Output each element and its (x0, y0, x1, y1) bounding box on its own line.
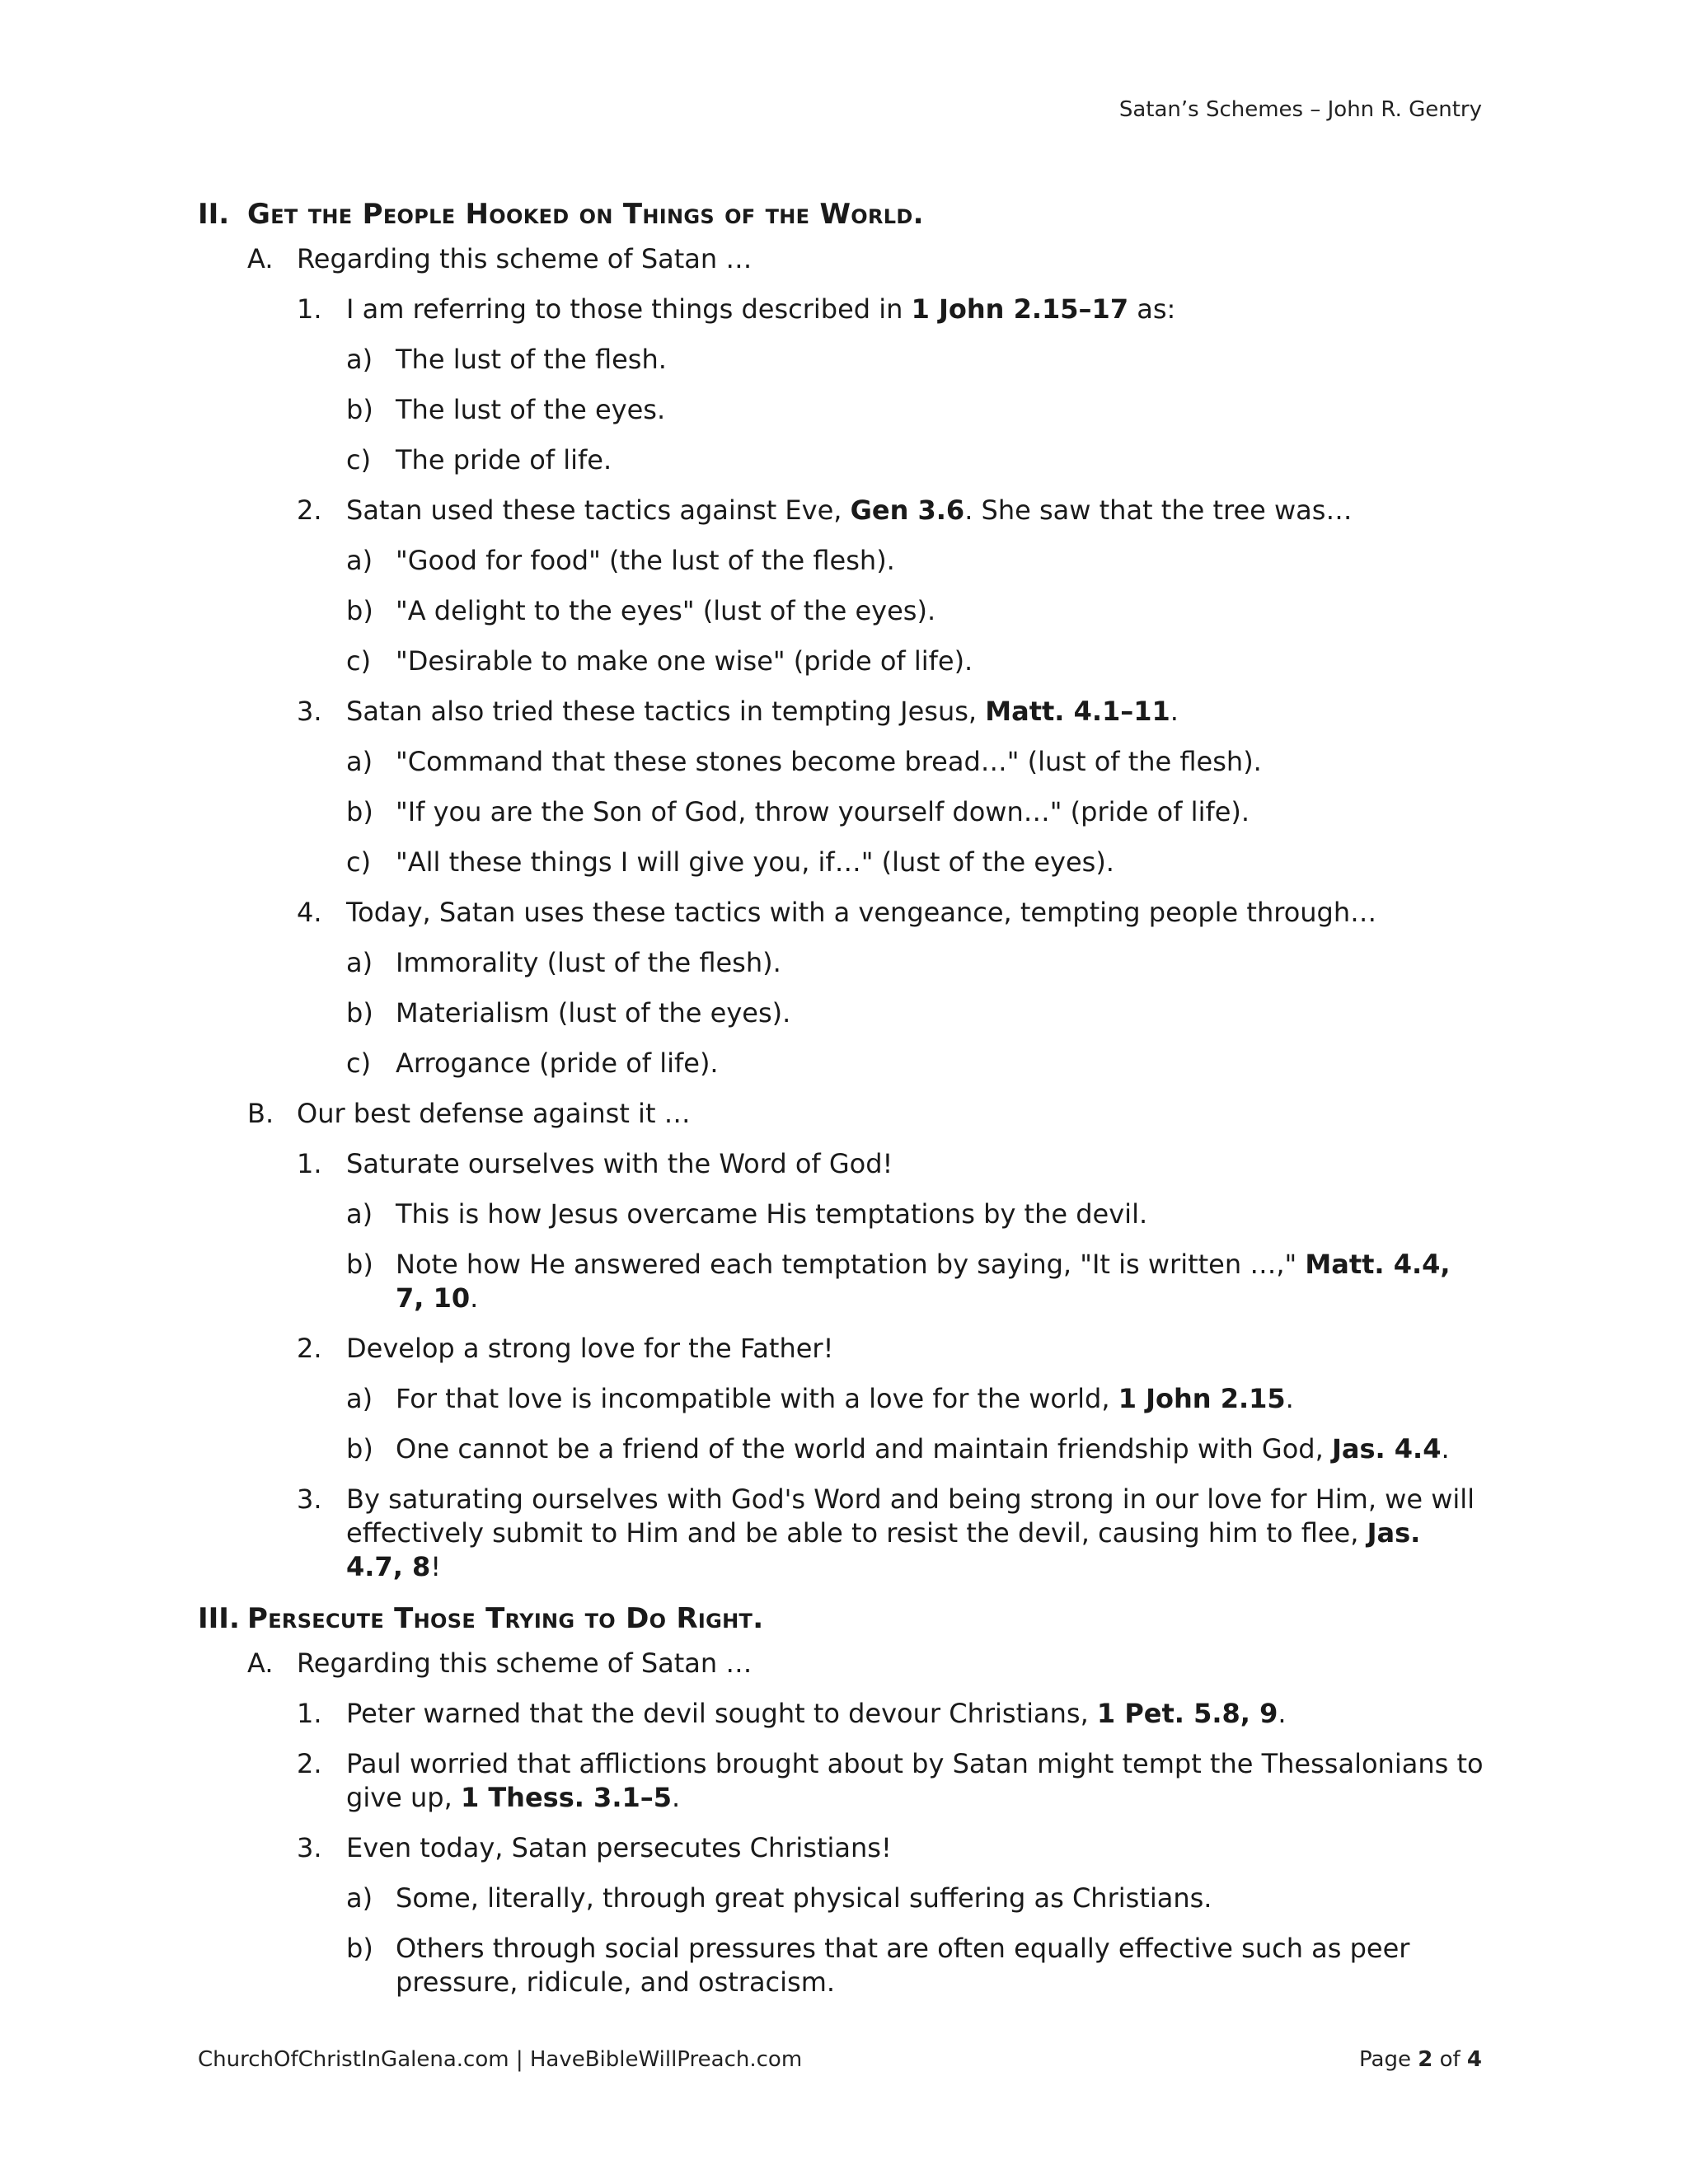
outline-item-level3 (198, 1882, 1484, 1915)
outline-text (297, 1647, 1484, 1680)
outline-item-level2 (198, 293, 1484, 326)
outline-text (346, 1483, 1484, 1584)
footer-sites: ChurchOfChristInGalena.com | HaveBibleWillPreach.com (198, 2047, 803, 2072)
section-number: III. (198, 1602, 240, 1635)
text-run: Note how He answered each temptation by saying, "It is written …," (396, 1249, 1306, 1280)
outline-text (396, 1882, 1484, 1915)
text-run: Materialism (lust of the eyes). (396, 997, 791, 1029)
section-heading (198, 198, 1484, 231)
text-run: This is how Jesus overcame His temptations by the devil. (396, 1198, 1148, 1230)
outline-item-level3 (198, 745, 1484, 779)
outline-marker: b) (346, 1933, 373, 1964)
outline-marker: b) (346, 997, 373, 1029)
outline-marker: c) (346, 1047, 372, 1079)
outline-text (396, 1197, 1484, 1231)
outline-text (396, 1932, 1484, 1999)
text-run: Peter warned that the devil sought to devour Christians, (346, 1698, 1097, 1729)
outline-text (396, 1248, 1484, 1315)
outline-item-level2 (198, 1831, 1484, 1865)
outline-text (346, 1831, 1484, 1865)
text-run: Paul worried that afflictions brought about by Satan might tempt the Thessalonians to give up, (346, 1748, 1484, 1813)
outline-marker: B. (247, 1098, 274, 1129)
section-heading (198, 1602, 1484, 1635)
outline-text (346, 293, 1484, 326)
text-run: "All these things I will give you, if…" (lust of the eyes). (396, 846, 1114, 878)
outline-item-level3 (198, 343, 1484, 377)
outline-text (346, 695, 1484, 729)
text-run: . (1441, 1433, 1450, 1465)
section-number: II. (198, 198, 230, 231)
outline-text (396, 745, 1484, 779)
outline-item-level3 (198, 544, 1484, 578)
outline-item-level3 (198, 1932, 1484, 1999)
text-run: One cannot be a friend of the world and maintain friendship with God, (396, 1433, 1332, 1465)
outline-text (396, 343, 1484, 377)
text-run: The lust of the eyes. (396, 394, 666, 425)
scripture-reference: 1 Thess. 3.1–5 (460, 1782, 672, 1813)
outline-text (396, 846, 1484, 879)
outline-item-level2 (198, 1147, 1484, 1181)
text-run: Regarding this scheme of Satan … (297, 1647, 753, 1679)
scripture-reference: Jas. 4.7, 8 (346, 1517, 1421, 1582)
text-run: Regarding this scheme of Satan … (297, 243, 753, 274)
outline-text (346, 1697, 1484, 1731)
outline-text (396, 946, 1484, 980)
outline-section (198, 198, 1484, 1584)
text-run: For that love is incompatible with a love for the world, (396, 1383, 1118, 1414)
outline-text (346, 494, 1484, 527)
outline-text (396, 644, 1484, 678)
outline-marker: b) (346, 796, 373, 827)
text-run: "Desirable to make one wise" (pride of life). (396, 645, 973, 677)
outline-marker: b) (346, 595, 373, 626)
outline-item-level2 (198, 1697, 1484, 1731)
outline-text (396, 393, 1484, 427)
outline-item-level3 (198, 393, 1484, 427)
outline-item-level3 (198, 443, 1484, 477)
outline-marker: a) (346, 1383, 373, 1414)
text-run: Some, literally, through great physical suffering as Christians. (396, 1882, 1212, 1914)
outline-text (396, 1432, 1484, 1466)
outline-item-level1 (198, 1097, 1484, 1131)
outline-item-level2 (198, 1332, 1484, 1366)
scripture-reference: 1 Pet. 5.8, 9 (1096, 1698, 1278, 1729)
outline-text (396, 594, 1484, 628)
outline-item-level2 (198, 896, 1484, 930)
text-run: . (470, 1282, 479, 1314)
footer-page-number (1359, 2047, 1482, 2072)
outline-marker: 3. (297, 696, 322, 727)
outline-marker: a) (346, 1882, 373, 1914)
outline-text (297, 1097, 1484, 1131)
outline-marker: A. (247, 243, 274, 274)
outline-text (346, 1147, 1484, 1181)
outline-item-level2 (198, 695, 1484, 729)
outline-marker: 2. (297, 1748, 322, 1779)
text-run: The lust of the flesh. (396, 344, 667, 375)
outline-text (346, 1747, 1484, 1815)
scripture-reference: 1 John 2.15 (1118, 1383, 1286, 1414)
outline-marker: b) (346, 394, 373, 425)
outline-item-level3 (198, 1248, 1484, 1315)
outline-item-level2 (198, 1747, 1484, 1815)
text-run: . She saw that the tree was… (964, 494, 1353, 526)
page-current: 2 (1418, 2047, 1433, 2072)
outline-item-level3 (198, 1382, 1484, 1416)
scripture-reference: Jas. 4.4 (1331, 1433, 1442, 1465)
outline-text (396, 443, 1484, 477)
outline-item-level3 (198, 594, 1484, 628)
outline-item-level1 (198, 242, 1484, 276)
outline-marker: 3. (297, 1832, 322, 1863)
text-run: ! (430, 1551, 442, 1582)
page-word: Page (1359, 2047, 1411, 2072)
outline-section (198, 1602, 1484, 1999)
text-run: as: (1128, 293, 1176, 325)
outline-text (396, 544, 1484, 578)
outline-text (297, 242, 1484, 276)
outline-marker: 1. (297, 1148, 322, 1179)
outline-marker: a) (346, 746, 373, 777)
text-run: Develop a strong love for the Father! (346, 1333, 834, 1364)
outline-text (396, 1047, 1484, 1080)
text-run: Immorality (lust of the flesh). (396, 947, 781, 978)
page-total: 4 (1466, 2047, 1482, 2072)
text-run: "If you are the Son of God, throw yourself down…" (pride of life). (396, 796, 1250, 827)
outline-item-level3 (198, 1432, 1484, 1466)
outline-item-level3 (198, 1197, 1484, 1231)
outline-text (396, 795, 1484, 829)
running-header: Satan’s Schemes – John R. Gentry (1118, 97, 1482, 122)
text-run: "A delight to the eyes" (lust of the eyes). (396, 595, 936, 626)
outline-text (346, 1332, 1484, 1366)
outline-text (396, 1382, 1484, 1416)
outline-item-level2 (198, 1483, 1484, 1584)
outline-item-level2 (198, 494, 1484, 527)
outline-marker: 2. (297, 1333, 322, 1364)
text-run: Others through social pressures that are often equally effective such as peer pressure, ridicule, and ostracism. (396, 1933, 1410, 1998)
outline-item-level3 (198, 946, 1484, 980)
text-run: Arrogance (pride of life). (396, 1047, 719, 1079)
scripture-reference: 1 John 2.15–17 (911, 293, 1129, 325)
text-run: By saturating ourselves with God's Word and being strong in our love for Him, we will effectively submit to Him and be able to resist the devil, causing him to flee, (346, 1483, 1475, 1549)
outline-item-level3 (198, 846, 1484, 879)
text-run: "Command that these stones become bread…" (lust of the flesh). (396, 746, 1262, 777)
outline-marker: 4. (297, 897, 322, 928)
outline-marker: b) (346, 1249, 373, 1280)
outline-marker: c) (346, 444, 372, 476)
text-run: "Good for food" (the lust of the flesh). (396, 545, 895, 576)
outline-marker: 1. (297, 1698, 322, 1729)
text-run: . (1285, 1383, 1294, 1414)
outline (198, 198, 1484, 2018)
outline-marker: a) (346, 344, 373, 375)
outline-marker: A. (247, 1647, 274, 1679)
text-run: Today, Satan uses these tactics with a vengeance, tempting people through… (346, 897, 1377, 928)
page-of: of (1439, 2047, 1461, 2072)
outline-marker: a) (346, 947, 373, 978)
outline-marker: 3. (297, 1483, 322, 1515)
text-run: Satan used these tactics against Eve, (346, 494, 851, 526)
scripture-reference: Matt. 4.4, 7, 10 (396, 1249, 1451, 1314)
outline-item-level3 (198, 644, 1484, 678)
text-run: Even today, Satan persecutes Christians! (346, 1832, 892, 1863)
text-run: Our best defense against it … (297, 1098, 691, 1129)
section-title: Get the People Hooked on Things of the World. (247, 198, 924, 231)
outline-text (396, 996, 1484, 1030)
outline-marker: 1. (297, 293, 322, 325)
outline-text (346, 896, 1484, 930)
section-title: Persecute Those Trying to Do Right. (247, 1602, 764, 1635)
outline-item-level3 (198, 996, 1484, 1030)
outline-marker: c) (346, 645, 372, 677)
text-run: Satan also tried these tactics in tempting Jesus, (346, 696, 986, 727)
outline-item-level3 (198, 795, 1484, 829)
text-run: The pride of life. (396, 444, 612, 476)
text-run: I am referring to those things described in (346, 293, 912, 325)
scripture-reference: Gen 3.6 (850, 494, 965, 526)
text-run: . (672, 1782, 681, 1813)
scripture-reference: Matt. 4.1–11 (985, 696, 1170, 727)
outline-marker: 2. (297, 494, 322, 526)
outline-marker: a) (346, 1198, 373, 1230)
text-run: . (1170, 696, 1179, 727)
outline-marker: a) (346, 545, 373, 576)
outline-marker: c) (346, 846, 372, 878)
text-run: . (1278, 1698, 1287, 1729)
outline-item-level1 (198, 1647, 1484, 1680)
outline-item-level3 (198, 1047, 1484, 1080)
text-run: Saturate ourselves with the Word of God! (346, 1148, 893, 1179)
outline-marker: b) (346, 1433, 373, 1465)
